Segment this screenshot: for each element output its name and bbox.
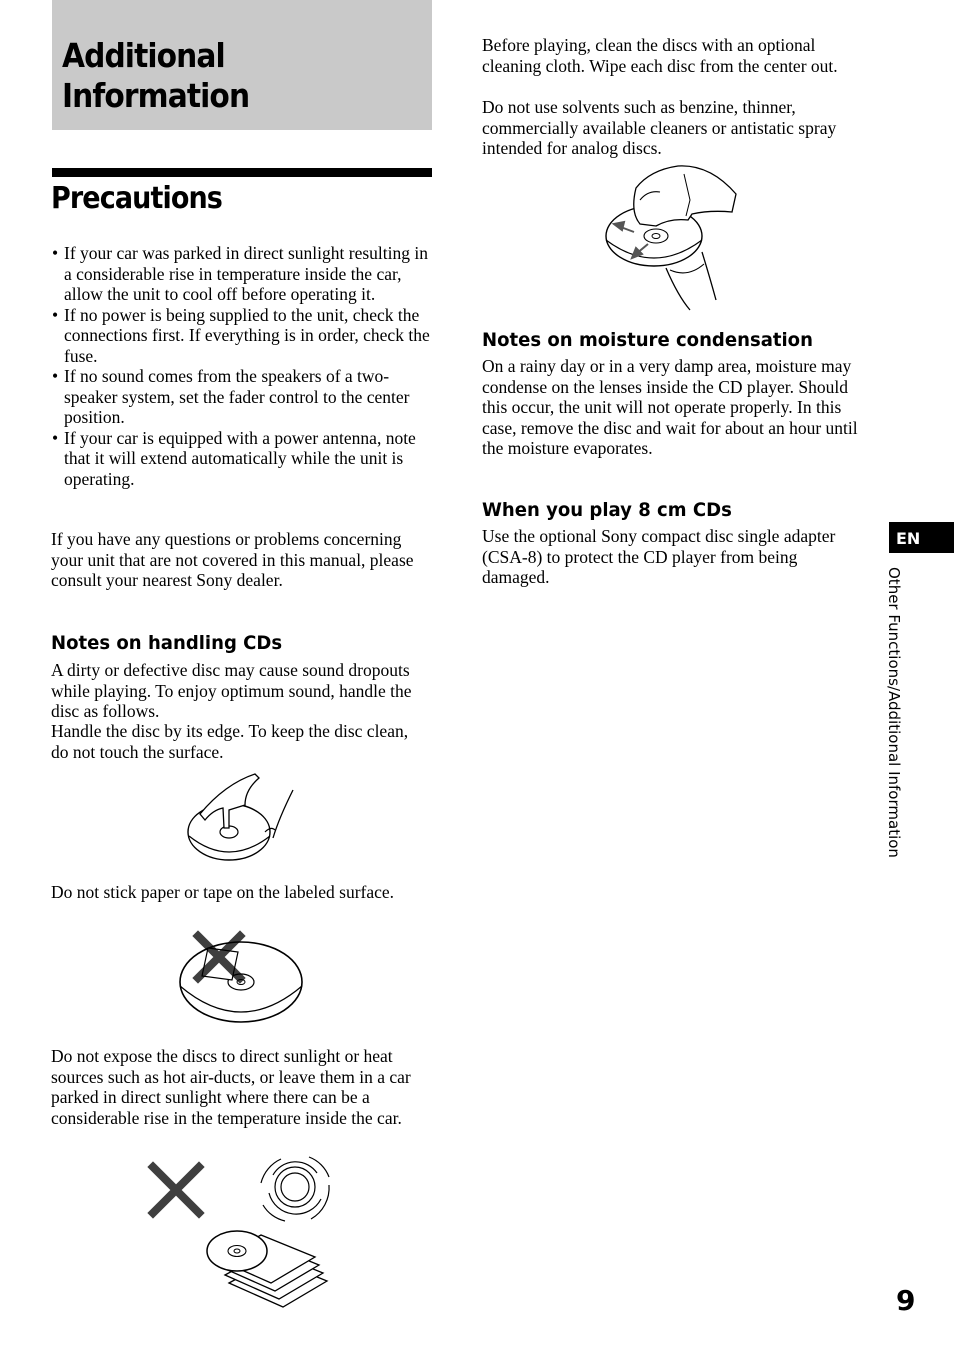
cleaning-paragraph: Before playing, clean the discs with an optional cleaning cloth. Wipe each disc from the center out. <box>482 35 838 76</box>
no-tape-illustration <box>176 930 308 1030</box>
section-rule <box>52 168 432 177</box>
moisture-heading: Notes on moisture condensation <box>482 329 813 351</box>
handling-paragraph: Do not expose the discs to direct sunlight or heat sources such as hot air-ducts, or leave them in a car parked in direct sunlight where there can be a considerable rise in the temperature inside the car. <box>51 1046 411 1128</box>
list-item: • If your car was parked in direct sunlight resulting in a considerable rise in temperature inside the car, allow the unit to cool off before operating it. <box>51 243 436 305</box>
cleaning-paragraph: Do not use solvents such as benzine, thinner, commercially available cleaners or antistatic spray intended for analog discs. <box>482 97 837 158</box>
handling-heading: Notes on handling CDs <box>51 632 283 654</box>
page-number: 9 <box>896 1284 916 1317</box>
handling-paragraph: Handle the disc by its edge. To keep the disc clean, do not touch the surface. <box>51 721 409 762</box>
disc-cleaning-illustration <box>600 160 740 312</box>
moisture-paragraph: On a rainy day or in a very damp area, moisture may condense on the lenses inside the CD player. Should this occur, the unit will not operate properly. In this case, remove the disc and wait for about an hour until the moisture evaporates. <box>482 356 858 458</box>
handling-paragraph: A dirty or defective disc may cause sound dropouts while playing. To enjoy optimum sound, handle the disc as follows. <box>51 660 412 721</box>
running-head: Other Functions/Additional Information <box>885 567 903 858</box>
eightcm-heading: When you play 8 cm CDs <box>482 499 732 521</box>
handling-paragraph: Do not stick paper or tape on the labeled surface. <box>51 882 395 902</box>
eightcm-paragraph: Use the optional Sony compact disc single adapter (CSA-8) to protect the CD player from being damaged. <box>482 526 836 587</box>
list-item: • If your car is equipped with a power antenna, note that it will extend automatically while the unit is operating. <box>51 428 436 490</box>
questions-paragraph: If you have any questions or problems concerning your unit that are not covered in this manual, please consult your nearest Sony dealer. <box>51 529 414 590</box>
list-item: • If no power is being supplied to the unit, check the connections first. If everything is in order, check the fuse. <box>51 305 436 367</box>
precautions-list <box>51 243 436 489</box>
disc-handling-illustration <box>185 770 300 866</box>
language-tab-label: EN <box>896 529 921 548</box>
cross-mark-icon <box>153 1167 199 1213</box>
section-title: Precautions <box>51 181 222 216</box>
sun-icon <box>261 1157 329 1221</box>
list-item: • If no sound comes from the speakers of a two-speaker system, set the fader control to the center position. <box>51 366 436 428</box>
language-tab <box>889 522 954 553</box>
chapter-title: Additional Information <box>62 36 250 115</box>
heat-illustration <box>145 1155 335 1310</box>
